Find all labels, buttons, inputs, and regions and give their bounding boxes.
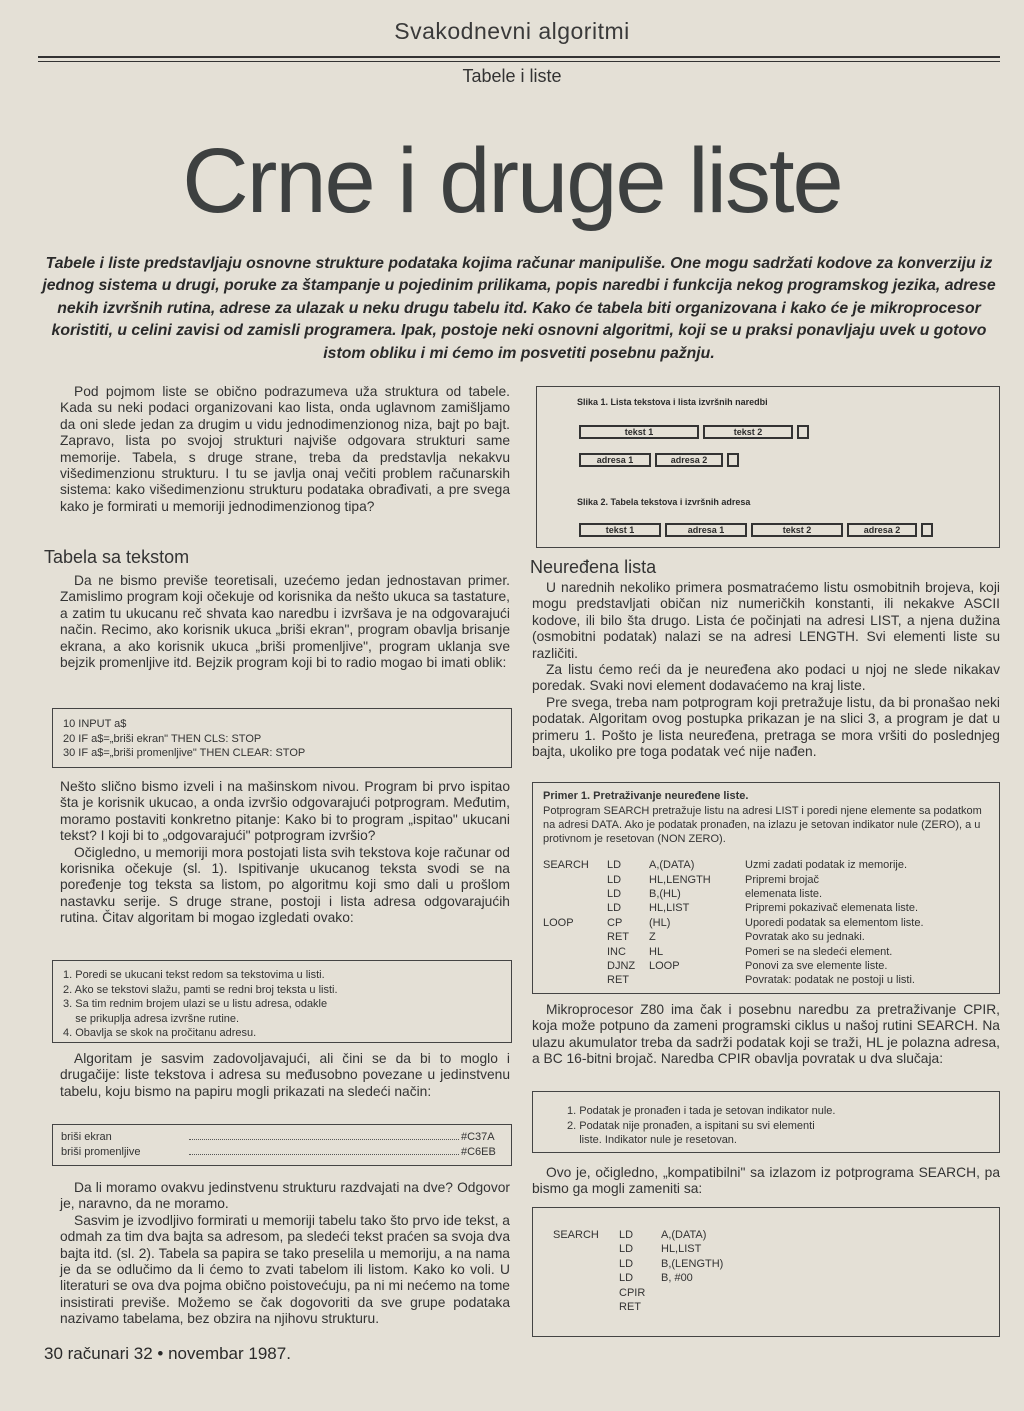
paragraph: Nešto slično bismo izveli i na mašinskom nivou. Program bi prvo ispitao šta je korisnik ukucao, a onda izvršio odgovarajući potprogram. Međutim, moramo postaviti konkretno pitanje: Kako bi to program „ispitao" ukucani tekst? I koji bi to „odgovarajući" potprogram izvršio?: [60, 779, 510, 844]
cpir-search-box: [532, 1207, 1000, 1337]
code-row: [553, 1228, 781, 1242]
tabela-row: [61, 1130, 501, 1145]
fig1-address-1: adresa 1: [579, 453, 651, 467]
code-row: [543, 945, 975, 959]
code-comment: Uporedi podatak sa elementom liste.: [745, 916, 924, 929]
code-op: LD: [619, 1272, 634, 1285]
tabela-addr: #C6EB: [461, 1145, 496, 1158]
code-comment: Povratak: podatak ne postoji u listi.: [745, 974, 915, 987]
fig1-text-2: tekst 2: [703, 425, 793, 439]
paragraph: Za listu ćemo reći da je neuređena ako podaci u njoj ne slede nikakav poredak. Svaki novi element dodavaćemo na kraj liste.: [532, 662, 1000, 694]
code-op: INC: [607, 945, 626, 958]
left-p2: [60, 779, 510, 927]
basic-code: [63, 717, 511, 761]
code-arg: A,(DATA): [649, 859, 695, 872]
cpir-search-code: [553, 1228, 781, 1314]
paragraph: U narednih nekoliko primera posmatraćemo listu osmobitnih brojeva, koji mogu predstavljati običan niz numeričkih konstanti, ili nekakve ASCII kodove, ili bilo šta drugo. Lista će počinjati na adresi LIST, a njena dužina (osmobitni podatak) nalazi se na adresi LENGTH. Svi elementi liste su različiti.: [532, 580, 1000, 661]
code-label: [543, 973, 607, 987]
paragraph: Ovo je, očigledno, „kompatibilni" sa izlazom iz potprograma SEARCH, pa bismo ga mogli zameniti sa:: [532, 1165, 1000, 1197]
code-arg: LOOP: [649, 960, 680, 973]
code-label: SEARCH: [543, 859, 589, 872]
code-line: 30 IF a$=„briši promenljive" THEN CLEAR: STOP: [63, 747, 306, 760]
tabela-addr: #C37A: [461, 1131, 495, 1143]
code-comment: elemenata liste.: [745, 888, 823, 901]
code-arg: [661, 1286, 781, 1300]
case-line: liste. Indikator nule je resetovan.: [567, 1134, 737, 1147]
code-label: [553, 1271, 619, 1285]
code-arg: B, #00: [661, 1272, 693, 1285]
code-op: LD: [619, 1229, 634, 1241]
heading-neuredjena-lista: Neuređena lista: [530, 557, 657, 577]
right-text-1: [532, 580, 1000, 760]
algorithm-step: 4. Obavlja se skok na pročitanu adresu.: [63, 1027, 257, 1040]
paragraph: Očigledno, u memoriji mora postojati lista svih tekstova koje računar od korisnika očekuje (sl. 1). Ispitivanje ukucanog teksta svodi se na poređenje tog teksta sa listom, po algoritmu koji smo dali u prošlom nastavku serije. S druge strane, postoji i lista adresa odgovarajućih rutina. Čitav algoritam bi mogao izgledati ovako:: [60, 844, 510, 926]
primer-1-box: [532, 782, 1000, 994]
code-label: [543, 873, 607, 887]
primer-title: Primer 1. Pretraživanje neuređene liste.: [543, 790, 749, 802]
article-lead: Tabele i liste predstavljaju osnovne strukture podataka kojima računar manipuliše. One mogu sadržati kodove za konverziju iz jednog sistema u drugi, poruke za štampanje u pojedinim prilikama, popis naredbi i funkcija nekog programskog jezika, adrese nekih izvršnih rutina, adrese za ulazak u neku drugu tabelu itd. Kako će tabela biti organizovana i kako će je mikroprocesor koristiti, u celini zavisi od zamisli programera. Ipak, postoje neki osnovni algoritmi, koji se u praksi ponavljaju uvek u gotovo istom obliku i mi ćemo im posvetiti posebnu pažnju.: [42, 255, 996, 362]
code-row: [543, 973, 975, 987]
code-arg: HL,LENGTH: [649, 873, 711, 886]
code-comment: Pripremi brojač: [745, 873, 819, 886]
left-intro: [60, 384, 510, 515]
code-op: CPIR: [619, 1286, 646, 1299]
figure-2-caption: Slika 2. Tabela tekstova i izvršnih adresa: [577, 497, 751, 507]
paragraph: Sasvim je izvodljivo formirati u memoriji tabelu tako što prvo ide tekst, a odmah za tim dva bajta sa adresom, pa sledeći tekst praćen sa svoja dva bajta itd. (sl. 2). Tabela sa papira se tako preselila u memoriju, a na nama je da se odlučimo da li ćemo to zvati tabelom ili listom. Kako ko voli. U literaturi se ova dva pojma obično poistovećuju, pa ni mi nećemo na tome insistirati previše. Možemo se čak dogovoriti da sve grupe podataka nazivamo tabelama, bez obzira na njihovu strukturu.: [60, 1212, 510, 1327]
tabela-box: [52, 1124, 512, 1166]
fig1-terminator: [727, 453, 739, 467]
code-row: [543, 959, 975, 973]
code-line: 10 INPUT a$: [63, 718, 127, 730]
leader-dots: [189, 1139, 459, 1140]
code-op: LD: [607, 873, 622, 886]
algorithm-step: se prikuplja adresa izvršne rutine.: [63, 1012, 240, 1025]
code-op: CP: [607, 916, 623, 929]
figure-1-caption: Slika 1. Lista tekstova i lista izvršnih naredbi: [577, 397, 768, 407]
fig1-terminator: [797, 425, 809, 439]
header-rule: [38, 56, 1000, 58]
paragraph: Da li moramo ovakvu jedinstvenu strukturu razdvajati na dve? Odgovor je, naravno, da ne moramo.: [60, 1180, 510, 1212]
code-op: DJNZ: [607, 960, 636, 973]
left-p5: [60, 1180, 510, 1328]
code-arg: Z: [649, 931, 656, 944]
code-row: [553, 1242, 781, 1256]
fig2-address-1: adresa 1: [665, 523, 747, 537]
leader-dots: [189, 1154, 459, 1155]
code-comment: Ponovi za sve elemente liste.: [745, 960, 888, 973]
code-op: LD: [607, 902, 622, 915]
basic-listing: [52, 708, 512, 768]
page-footer: 30 računari 32 • novembar 1987.: [44, 1344, 291, 1363]
code-label: [543, 901, 607, 915]
header-rule-thin: [38, 61, 1000, 62]
code-row: [553, 1257, 781, 1271]
case-line: 1. Podatak je pronađen i tada je setovan indikator nule.: [567, 1105, 836, 1117]
algorithm-steps: [63, 968, 511, 1041]
code-arg: [649, 973, 745, 987]
primer-code: [543, 858, 975, 988]
code-label: [543, 945, 607, 959]
code-comment: Uzmi zadati podatak iz memorije.: [745, 859, 908, 872]
algorithm-step: 3. Sa tim rednim brojem ulazi se u listu adresa, odakle: [63, 998, 328, 1011]
fig2-text-1: tekst 1: [579, 523, 661, 537]
code-arg: [661, 1300, 781, 1314]
code-label: [553, 1257, 619, 1271]
tabela-name: briši promenljive: [61, 1145, 141, 1158]
code-op: RET: [607, 974, 629, 987]
right-text-3: [532, 1165, 1000, 1198]
code-row: [543, 916, 975, 930]
code-arg: (HL): [649, 916, 671, 929]
fig1-address-2: adresa 2: [655, 453, 723, 467]
code-comment: Povratak ako su jednaki.: [745, 931, 865, 944]
code-row: [543, 873, 975, 887]
code-op: RET: [607, 931, 629, 944]
case-line: 2. Podatak nije pronađen, a ispitani su svi elementi: [567, 1119, 815, 1132]
code-label: [543, 887, 607, 901]
code-op: LD: [619, 1243, 634, 1256]
code-row: [543, 887, 975, 901]
code-op: LD: [607, 859, 622, 872]
code-row: [543, 930, 975, 944]
code-op: LD: [607, 888, 622, 901]
code-label: [553, 1286, 619, 1300]
paragraph: Mikroprocesor Z80 ima čak i posebnu naredbu za pretraživanje CPIR, koja može potpuno da zameni programski ciklus u našoj rutini SEARCH. Na ulazu akumulator treba da sadrži podatak koji se traži, HL je polazna adresa, a BC 16-bitni brojač. Naredba CPIR obavlja povratak u dva slučaja:: [532, 1002, 1000, 1067]
code-line: 20 IF a$=„briši ekran" THEN CLS: STOP: [63, 732, 262, 745]
code-arg: HL,LIST: [649, 902, 690, 915]
code-row: [553, 1300, 781, 1314]
code-op: RET: [619, 1301, 641, 1314]
code-label: [543, 930, 607, 944]
code-arg: B,(LENGTH): [661, 1257, 724, 1270]
code-label: [543, 959, 607, 973]
code-op: LD: [619, 1257, 634, 1270]
code-arg: HL,LIST: [661, 1243, 702, 1256]
intro-paragraph: Pod pojmom liste se obično podrazumeva uža struktura od tabele. Kada su neki podaci organizovani kao lista, onda uglavnom zamišljamo da oni slede jedan za drugim u vidu jednodimenzionog niza, bajt po bajt. Zapravo, lista po svojoj strukturi najviše odgovara strukturi same memorije. Tabela, s druge strane, treba da predstavlja nekakvu višedimenzionu strukturu. I tu se javlja onaj večiti problem računarskih sistema: kako višedimenzionu strukturu podataka obrađivati, a pre svega kako je formirati u memoriji jednodimenzionog tipa?: [60, 384, 510, 514]
code-comment: Pripremi pokazivač elemenata liste.: [745, 902, 919, 915]
paragraph: Da ne bismo previše teoretisali, uzećemo jedan jednostavan primer. Zamislimo program koji očekuje od korisnika da nešto ukuca sa tastature, a zatim tu ukucanu reč shvata kao naredbu i izvršava je na odgovarajući način. Recimo, ako korisnik ukuca „briši ekran", program obavlja brisanje ekrana, a ako korisnik ukuca „briši promenljive", program uklanja sve bejzik promenljive itd. Bejzik program koji bi to radio mogao bi imati oblik:: [60, 573, 510, 671]
section-rubric: Svakodnevni algoritmi: [394, 18, 630, 44]
algorithm-box: [52, 960, 512, 1043]
code-label: [553, 1242, 619, 1256]
code-row: [553, 1271, 781, 1285]
code-arg: B,(HL): [649, 888, 681, 901]
code-row: [543, 901, 975, 915]
fig1-text-1: tekst 1: [579, 425, 699, 439]
fig2-text-2: tekst 2: [751, 523, 843, 537]
paragraph: Algoritam je sasvim zadovoljavajući, ali čini se da bi to moglo i drugačije: liste tekstova i adresa su međusobno povezane u jedinstvenu tabelu, koju bismo na papiru mogli prikazati na sledeći način:: [60, 1051, 510, 1099]
tabela-row: [61, 1145, 501, 1160]
tabela-name: briši ekran: [61, 1131, 112, 1143]
cpir-cases: [567, 1104, 999, 1148]
fig2-address-2: adresa 2: [847, 523, 917, 537]
code-label: [553, 1300, 619, 1314]
left-p1: [60, 573, 510, 671]
code-row: [553, 1286, 781, 1300]
fig2-terminator: [921, 523, 933, 537]
code-row: [543, 858, 975, 872]
article-title: Crne i druge liste: [182, 130, 842, 232]
primer-description: Potprogram SEARCH pretražuje listu na adresi LIST i poredi njene elemente sa podatkom na adresi DATA. Ako je podatak pronađen, na izlazu je setovan indikator nule (ZERO), a u protivnom je resetovan (NON ZERO).: [543, 804, 982, 845]
heading-tabela-sa-tekstom: Tabela sa tekstom: [44, 547, 190, 567]
left-p4: [60, 1051, 510, 1100]
paragraph: Pre svega, treba nam potprogram koji pretražuje listu, da bi pronašao neki podatak. Algoritam ovog postupka prikazan je na slici 3, a program je dat u primeru 1. Pošto je lista neuređena, pretraga se mora vršiti do poslednjeg bajta, ukoliko pre toga podatak već nije nađen.: [532, 694, 1000, 760]
code-label: LOOP: [543, 916, 574, 929]
section-subrubric: Tabele i liste: [462, 66, 562, 86]
code-comment: Pomeri se na sledeći element.: [745, 945, 893, 958]
code-label: SEARCH: [553, 1229, 599, 1241]
algorithm-step: 1. Poredi se ukucani tekst redom sa tekstovima u listi.: [63, 969, 325, 981]
code-arg: A,(DATA): [661, 1229, 707, 1241]
code-arg: HL: [649, 945, 664, 958]
cpir-cases-box: [532, 1091, 1000, 1153]
algorithm-step: 2. Ako se tekstovi slažu, pamti se redni broj teksta u listi.: [63, 983, 338, 996]
figure-box: [536, 386, 1000, 548]
right-text-2: [532, 1002, 1000, 1068]
